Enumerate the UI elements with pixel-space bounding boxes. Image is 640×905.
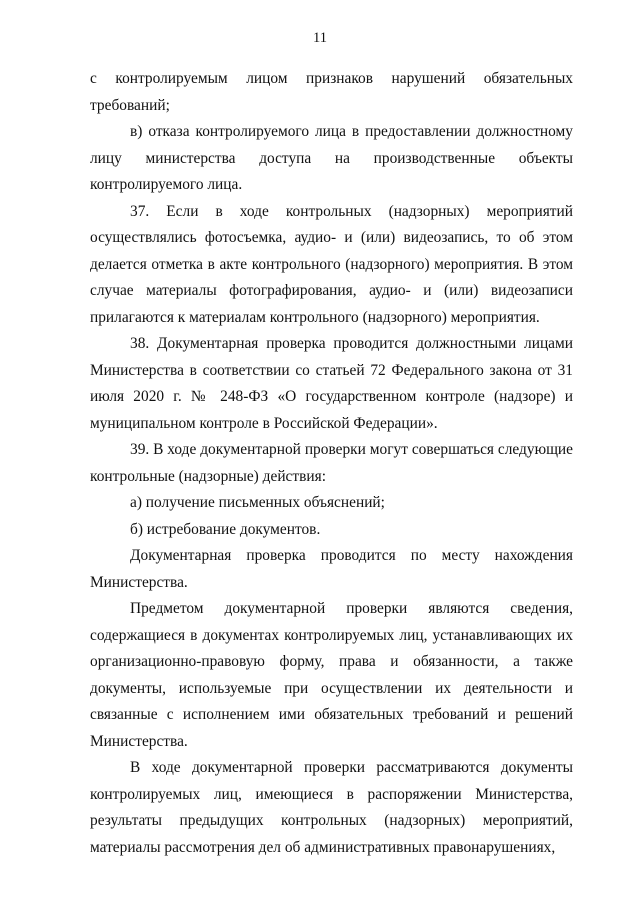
paragraph-39: 39. В ходе документарной проверки могут совершаться следующие контрольные (надзорные) действия: <box>90 441 573 485</box>
paragraph-37: 37. Если в ходе контрольных (надзорных) мероприятий осуществлялись фотосъемка, аудио- и (или) видеозапись, то об этом делается отметка в акте контрольного (надзорного) мероприятия. В этом случае материалы фотографирования, аудио- и (или) видеозаписи прилагаются к материалам контрольного (надзорного) мероприятия. <box>90 202 573 326</box>
paragraph-place: Документарная проверка проводится по месту нахождения Министерства. <box>90 547 573 591</box>
paragraph-subject: Предметом документарной проверки являются сведения, содержащиеся в документах контролируемых лиц, устанавливающих их организационно-правовую форму, права и обязанности, а также документы, используемые при осуществлении их деятельности и связанные с исполнением ими обязательных требований и решений Министерства. <box>90 600 573 750</box>
paragraph-item-v: в) отказа контролируемого лица в предоставлении должностному лицу министерства доступа на производственные объекты контролируемого лица. <box>90 123 573 193</box>
paragraph-item-a: а) получение письменных объяснений; <box>130 494 385 511</box>
paragraph-review: В ходе документарной проверки рассматриваются документы контролируемых лиц, имеющиеся в распоряжении Министерства, результаты предыдущих контрольных (надзорных) мероприятий, материалы рассмотрения дел об административных правонарушениях, <box>90 759 573 856</box>
paragraph-38: 38. Документарная проверка проводится должностными лицами Министерства в соответствии со статьей 72 Федерального закона от 31 июля 2020 г. № 248-ФЗ «О государственном контроле (надзоре) и муниципальном контроле в Российской Федерации». <box>90 335 573 432</box>
page-number: 11 <box>313 30 327 46</box>
paragraph-item-b: б) истребование документов. <box>130 520 321 538</box>
document-body <box>90 66 573 861</box>
paragraph-continuation: с контролируемым лицом признаков нарушений обязательных требований; <box>90 70 573 114</box>
